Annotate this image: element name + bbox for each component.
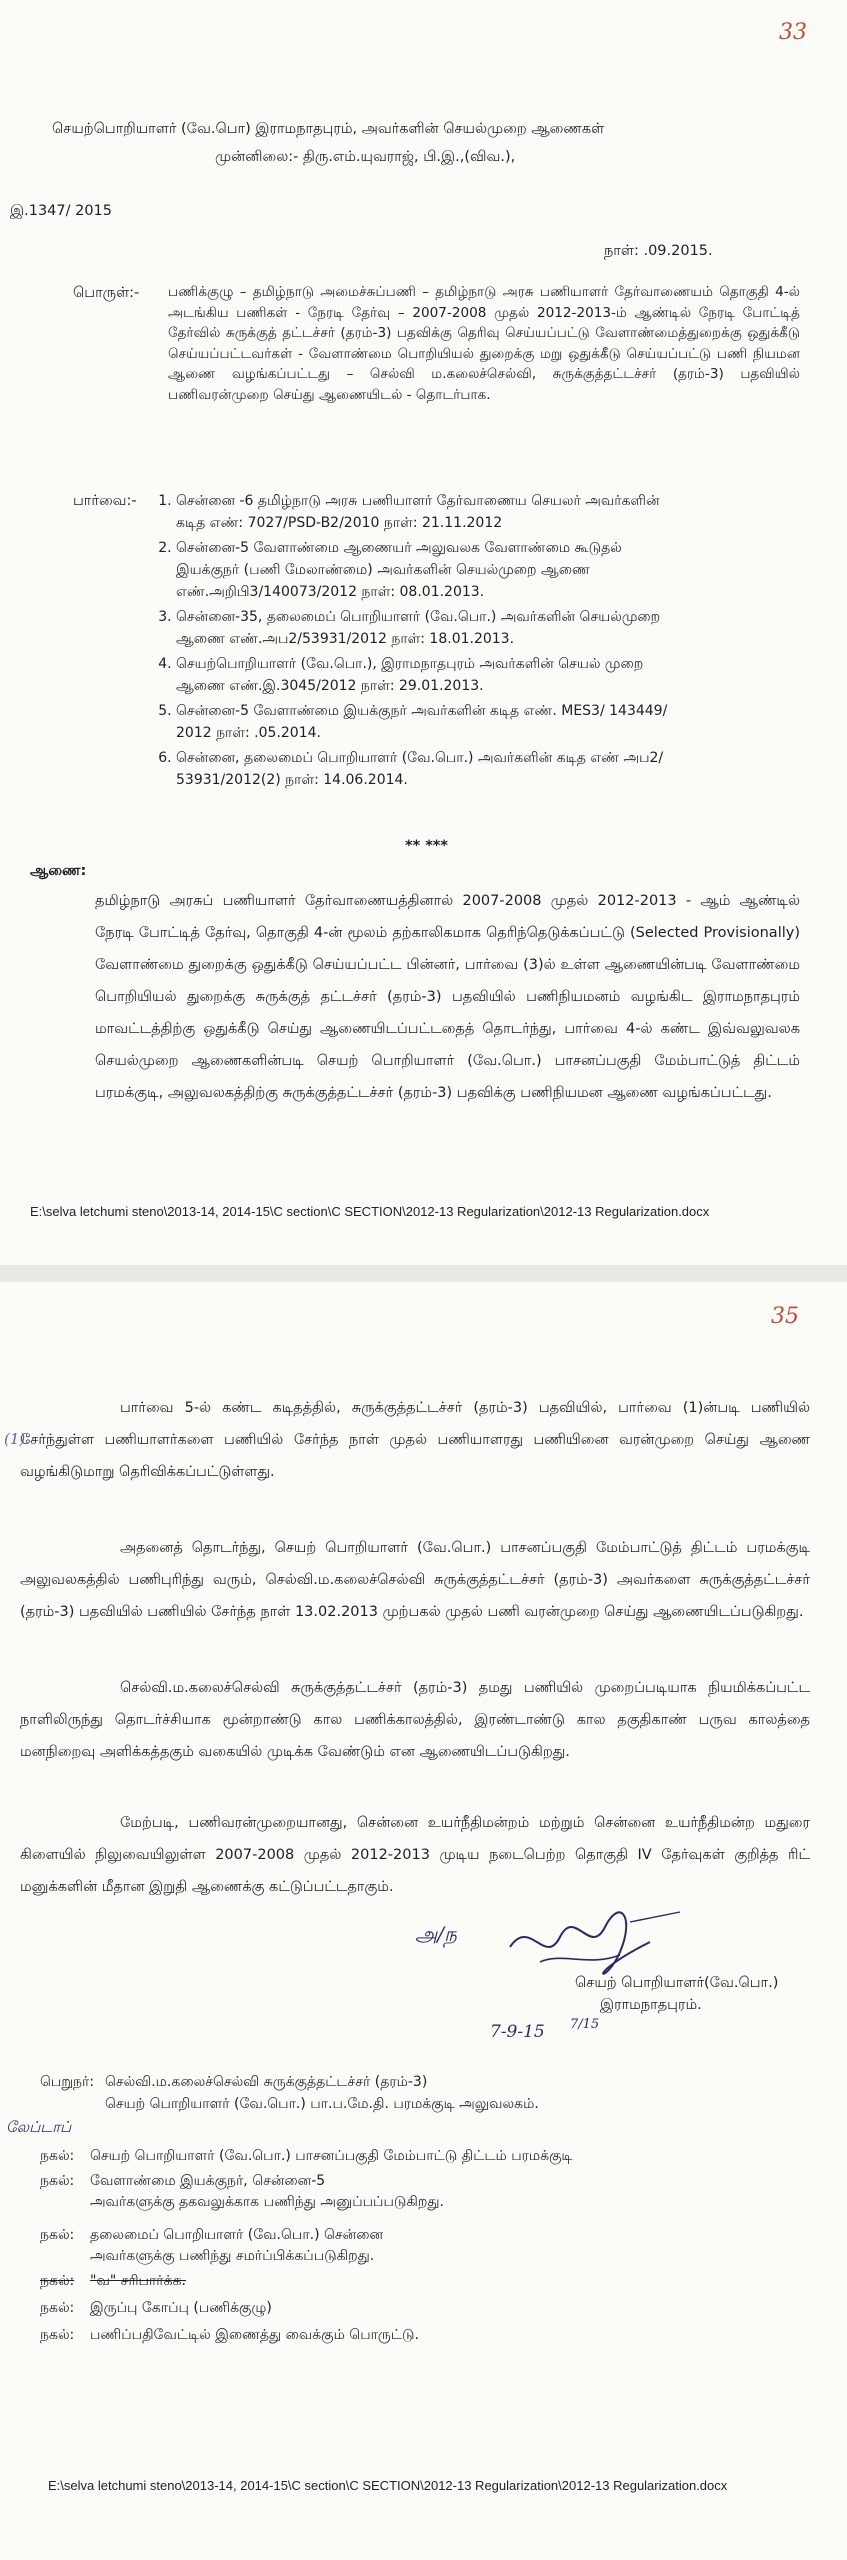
signature-initials: அ/ந bbox=[415, 1922, 457, 1946]
cc-body bbox=[90, 2225, 383, 2267]
document-page-1 bbox=[0, 0, 847, 1265]
cc-body bbox=[90, 2298, 272, 2319]
cc-label: நகல்: bbox=[40, 2273, 75, 2289]
cc-label: நகல்: bbox=[40, 2300, 75, 2316]
reference-item: 3. சென்னை-35, தலைமைப் பொறியாளர் (வே.பொ.) அவர்களின் செயல்முறை ஆணை எண்.அப2/53931/2012 நாள்: 18.01.2013. bbox=[176, 606, 670, 650]
section-separator: ** *** bbox=[405, 838, 448, 854]
subject-label: பொருள்:- bbox=[73, 285, 140, 301]
document-page-2 bbox=[0, 1282, 847, 2560]
cc-body bbox=[90, 2146, 573, 2167]
header-line-2: முன்னிலை:- திரு.எம்.யுவராஜ், பி.இ.,(விவ.), bbox=[215, 149, 516, 165]
signature-mark: 7/15 bbox=[570, 2017, 600, 2032]
order-paragraph bbox=[95, 885, 800, 1109]
cc-body bbox=[90, 2325, 419, 2346]
signatory-place: இராமநாதபுரம். bbox=[600, 1997, 702, 2013]
reference-item: 1. சென்னை -6 தமிழ்நாடு அரசு பணியாளர் தேர்வாணைய செயலர் அவர்களின் கடித எண்: 7027/PSD-B2/2010 நாள்: 21.11.2012 bbox=[176, 490, 670, 534]
paragraph-4: மேற்படி, பணிவரன்முறையானது, சென்னை உயர்நீதிமன்றம் மற்றும் சென்னை உயர்நீதிமன்ற மதுரை கிளையில் நிலுவையிலுள்ள 2007-2008 முதல் 2012-2013 முடிய நடைபெற்ற தொகுதி IV தேர்வுகள் குறித்த ரிட் மனுக்களின் மீதான இறுதி ஆணைக்கு கட்டுப்பட்டதாகும். bbox=[20, 1815, 810, 1895]
reference-item: 2. சென்னை-5 வேளாண்மை ஆணையர் அலுவலக வேளாண்மை கூடுதல் இயக்குநர் (பணி மேலாண்மை) அவர்களின் செயல்முறை ஆணை எண்.அறிபி3/140073/2012 நாள்: 08.01.2013. bbox=[176, 537, 670, 603]
references-label: பார்வை:- bbox=[73, 493, 137, 509]
subject-text: பணிக்குழு – தமிழ்நாடு அமைச்சுப்பணி – தமிழ்நாடு அரசு பணியாளர் தேர்வாணையம் தொகுதி 4-ல் அடங்கிய பணிகள் - நேரடி தேர்வு – 2007-2008 முதல் 2012-2013-ம் ஆண்டில் நேரடி போட்டித் தேர்வில் சுருக்குத் தட்டச்சர் (தரம்-3) பதவிக்கு தெரிவு செய்யப்பட்டு வேளாண்மைத்துறைக்கு ஒதுக்கீடு செய்யப்பட்டவர்கள் - வேளாண்மை பொறியியல் துறைக்கு மறு ஒதுக்கீடு செய்யப்பட்டு பணி நியமன ஆணை வழங்கப்பட்டது – செல்வி ம.கலைச்செல்வி, சுருக்குத்தட்டச்சர் (தரம்-3) பதவியில் பணிவரன்முறை செய்து ஆணையிடல் - தொடர்பாக. bbox=[168, 284, 800, 403]
document-date: நாள்: .09.2015. bbox=[604, 243, 713, 259]
cc-line: "வ" சரிபார்க்க. bbox=[90, 2273, 186, 2289]
cc-body bbox=[90, 2171, 444, 2213]
cc-line: அவர்களுக்கு பணிந்து சமர்ப்பிக்கப்படுகிறது. bbox=[90, 2248, 375, 2264]
paragraph-1: பார்வை 5-ல் கண்ட கடிதத்தில், சுருக்குத்தட்டச்சர் (தரம்-3) பதவியில், பார்வை (1)ன்படி பணியில் சேர்ந்துள்ள பணியாளர்களை பணியில் சேர்ந்த நாள் முதல் பணியாளரது பணியினை வரன்முறை செய்து ஆணை வழங்கிடுமாறு தெரிவிக்கப்பட்டுள்ளது. bbox=[20, 1400, 810, 1480]
reference-item: 5. சென்னை-5 வேளாண்மை இயக்குநர் அவர்களின் கடித எண். MES3/ 143449/ 2012 நாள்: .05.2014. bbox=[176, 700, 670, 744]
header-line-1: செயற்பொறியாளர் (வே.பொ) இராமநாதபுரம், அவர்களின் செயல்முறை ஆணைகள் bbox=[52, 121, 605, 137]
cc-line: அவர்களுக்கு தகவலுக்காக பணிந்து அனுப்பப்படுகிறது. bbox=[90, 2194, 444, 2210]
reference-item: 4. செயற்பொறியாளர் (வே.பொ.), இராமநாதபுரம் அவர்களின் செயல் முறை ஆணை எண்.இ.3045/2012 நாள்: 29.01.2013. bbox=[176, 653, 670, 697]
cc-label: நகல்: bbox=[40, 2173, 75, 2189]
reference-number: இ.1347/ 2015 bbox=[10, 203, 113, 219]
cc-line: பணிப்பதிவேட்டில் இணைத்து வைக்கும் பொருட்டு. bbox=[90, 2327, 419, 2343]
order-label: ஆணை: bbox=[30, 863, 87, 879]
paragraph-3: செல்வி.ம.கலைச்செல்வி சுருக்குத்தட்டச்சர் (தரம்-3) தமது பணியில் முறைப்படியாக நியமிக்கப்பட்ட நாளிலிருந்து தொடர்ச்சியாக மூன்றாண்டு கால பணிக்காலத்தில், இரண்டாண்டு கால தகுதிகாண் பருவ காலத்தை மனநிறைவு அளிக்கத்தகும் வகையில் முடிக்க வேண்டும் என ஆணையிடப்படுகிறது. bbox=[20, 1680, 810, 1760]
reference-item: 6. சென்னை, தலைமைப் பொறியாளர் (வே.பொ.) அவர்களின் கடித எண் அப2/ 53931/2012(2) நாள்: 14.06.2014. bbox=[176, 747, 670, 791]
cc-item bbox=[40, 2225, 810, 2267]
signature-date: 7-9-15 bbox=[490, 2022, 545, 2042]
page-number-handwritten: 35 bbox=[771, 1304, 799, 1329]
margin-mark: (1) bbox=[4, 1430, 26, 1448]
recipient-label: பெறுநர்: bbox=[40, 2074, 95, 2090]
cc-item bbox=[40, 2271, 810, 2292]
file-path-footer-1: E:\selva letchumi steno\2013-14, 2014-15\C section\C SECTION\2012-13 Regularization\2012-13 Regularization.docx bbox=[30, 1204, 710, 1219]
page-number-handwritten: 33 bbox=[779, 20, 807, 45]
recipient-line-2: செயற் பொறியாளர் (வே.பொ.) பா.ப.மே.தி. பரமக்குடி அலுவலகம். bbox=[105, 2096, 539, 2112]
page-gap bbox=[0, 1265, 847, 1282]
cc-item bbox=[40, 2146, 810, 2167]
cc-label: நகல்: bbox=[40, 2148, 75, 2164]
cc-list bbox=[40, 2140, 810, 2346]
cc-line: இருப்பு கோப்பு (பணிக்குழு) bbox=[90, 2300, 272, 2316]
signatory-title: செயற் பொறியாளர்(வே.பொ.) bbox=[575, 1975, 779, 1991]
order-text: தமிழ்நாடு அரசுப் பணியாளர் தேர்வாணையத்தினால் 2007-2008 முதல் 2012-2013 - ஆம் ஆண்டில் நேரடி போட்டித் தேர்வு, தொகுதி 4-ன் மூலம் தற்காலிகமாக தெரிந்தெடுக்கப்பட்டு (Selected Provisionally) வேளாண்மை துறைக்கு ஒதுக்கீடு செய்யப்பட்ட பின்னர், பார்வை (3)ல் உள்ள ஆணையின்படி வேளாண்மை பொறியியல் துறைக்கு சுருக்குத் தட்டச்சர் (தரம்-3) பதவியில் பணிநியமனம் வழங்கிட இராமநாதபுரம் மாவட்டத்திற்கு ஒதுக்கீடு செய்து ஆணையிடப்பட்டதைத் தொடர்ந்து, பார்வை 4-ல் கண்ட இவ்வலுவலக செயல்முறை ஆணைகளின்படி செயற் பொறியாளர் (வே.பொ.) பாசனப்பகுதி மேம்பாட்டுத் திட்டம் பரமக்குடி, அலுவலகத்திற்கு சுருக்குத்தட்டச்சர் (தரம்-3) பதவிக்கு பணிநியமன ஆணை வழங்கப்பட்டது. bbox=[95, 893, 800, 1101]
cc-item bbox=[40, 2325, 810, 2346]
handwritten-note: லேப்டாப் bbox=[6, 2118, 72, 2136]
cc-line: தலைமைப் பொறியாளர் (வே.பொ.) சென்னை bbox=[90, 2227, 384, 2243]
cc-label: நகல்: bbox=[40, 2327, 75, 2343]
cc-body bbox=[90, 2271, 186, 2292]
cc-item bbox=[40, 2298, 810, 2319]
references-list bbox=[150, 490, 670, 794]
cc-item bbox=[40, 2171, 810, 2213]
paragraph-2: அதனைத் தொடர்ந்து, செயற் பொறியாளர் (வே.பொ.) பாசனப்பகுதி மேம்பாட்டுத் திட்டம் பரமக்குடி அலுவலகத்தில் பணிபுரிந்து வரும், செல்வி.ம.கலைச்செல்வி சுருக்குத்தட்டச்சர் (தரம்-3) அவர்களை சுருக்குத்தட்டச்சர் (தரம்-3) பதவியில் பணியில் சேர்ந்த நாள் 13.02.2013 முற்பகல் முதல் பணி வரன்முறை செய்து ஆணையிடப்படுகிறது. bbox=[20, 1540, 810, 1620]
file-path-footer-2: E:\selva letchumi steno\2013-14, 2014-15\C section\C SECTION\2012-13 Regularization\2012-13 Regularization.docx bbox=[48, 2478, 728, 2493]
cc-line: வேளாண்மை இயக்குநர், சென்னை-5 bbox=[90, 2173, 326, 2189]
cc-label: நகல்: bbox=[40, 2227, 75, 2243]
cc-line: செயற் பொறியாளர் (வே.பொ.) பாசனப்பகுதி மேம்பாட்டு திட்டம் பரமக்குடி bbox=[90, 2148, 573, 2164]
recipient-line-1: செல்வி.ம.கலைச்செல்வி சுருக்குத்தட்டச்சர் (தரம்-3) bbox=[105, 2074, 428, 2090]
